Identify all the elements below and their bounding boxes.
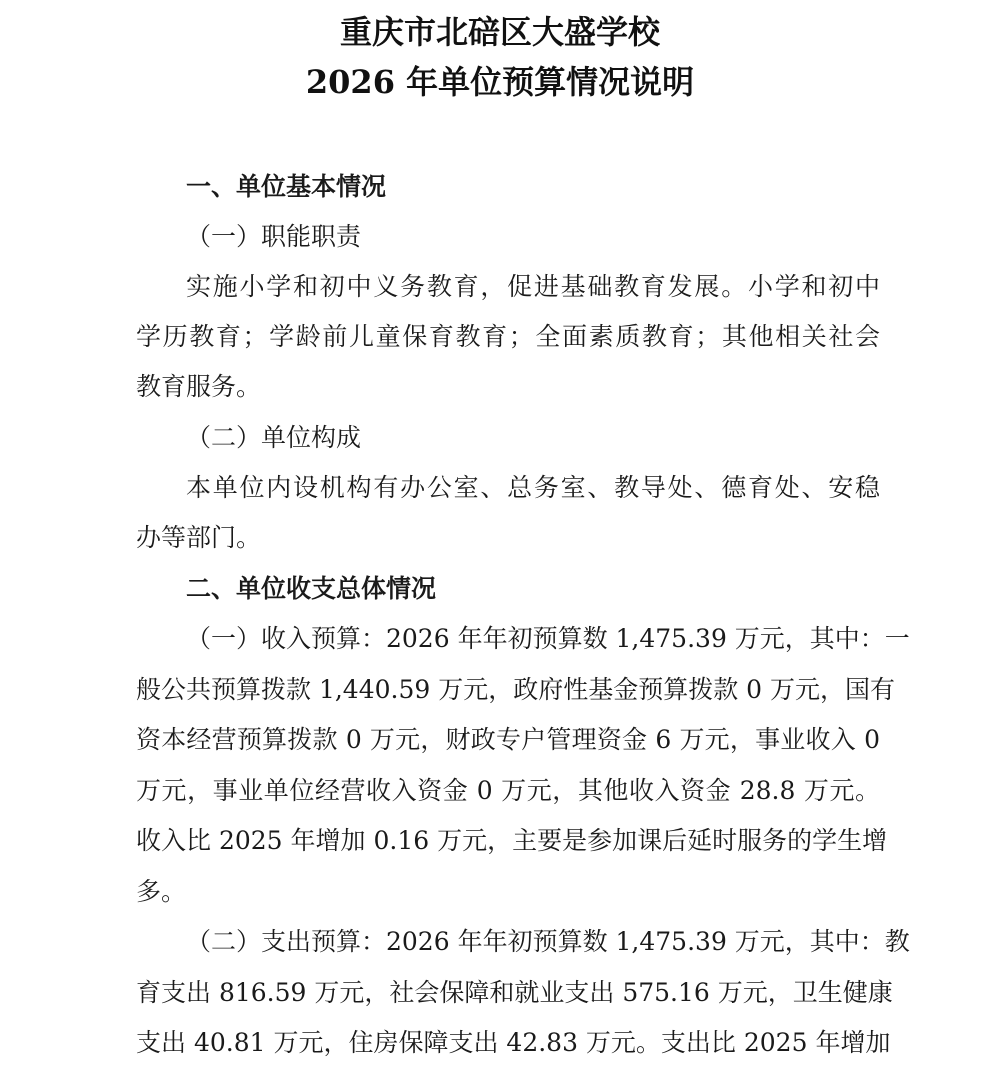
paragraph-1-line-3: 教育服务。	[136, 372, 262, 401]
section-2-heading: 二、单位收支总体情况	[186, 574, 437, 603]
section-1-heading: 一、单位基本情况	[186, 172, 387, 201]
document-title-line-1: 重庆市北碚区大盛学校	[339, 13, 660, 51]
paragraph-3-line-6: 多。	[136, 877, 187, 906]
paragraph-4-line-2: 育支出 816.59 万元，社会保障和就业支出 575.16 万元，卫生健康	[136, 978, 893, 1007]
paragraph-1-line-2: 学历教育；学龄前儿童保育教育；全面素质教育；其他相关社会	[136, 322, 880, 351]
paragraph-3-line-3: 资本经营预算拨款 0 万元，财政专户管理资金 6 万元，事业收入 0	[136, 725, 880, 754]
document-title-line-2: 2026 年单位预算情况说明	[305, 63, 695, 101]
paragraph-3-line-1: （一）收入预算：2026 年年初预算数 1,475.39 万元，其中：一	[186, 624, 910, 653]
paragraph-4-line-1: （二）支出预算：2026 年年初预算数 1,475.39 万元，其中：教	[186, 927, 910, 956]
paragraph-2-line-2: 办等部门。	[136, 523, 262, 552]
paragraph-2-line-1: 本单位内设机构有办公室、总务室、教导处、德育处、安稳	[186, 473, 880, 502]
paragraph-3-line-2: 般公共预算拨款 1,440.59 万元，政府性基金预算拨款 0 万元，国有	[136, 675, 896, 704]
paragraph-3-line-5: 收入比 2025 年增加 0.16 万元，主要是参加课后延时服务的学生增	[136, 826, 888, 855]
subsection-1-heading: （一）职能职责	[186, 222, 362, 251]
subsection-2-heading: （二）单位构成	[186, 423, 362, 452]
paragraph-3-line-4: 万元，事业单位经营收入资金 0 万元，其他收入资金 28.8 万元。	[136, 776, 880, 805]
paragraph-1-line-1: 实施小学和初中义务教育，促进基础教育发展。小学和初中	[186, 272, 880, 301]
paragraph-4-line-3: 支出 40.81 万元，住房保障支出 42.83 万元。支出比 2025 年增加	[136, 1028, 891, 1057]
